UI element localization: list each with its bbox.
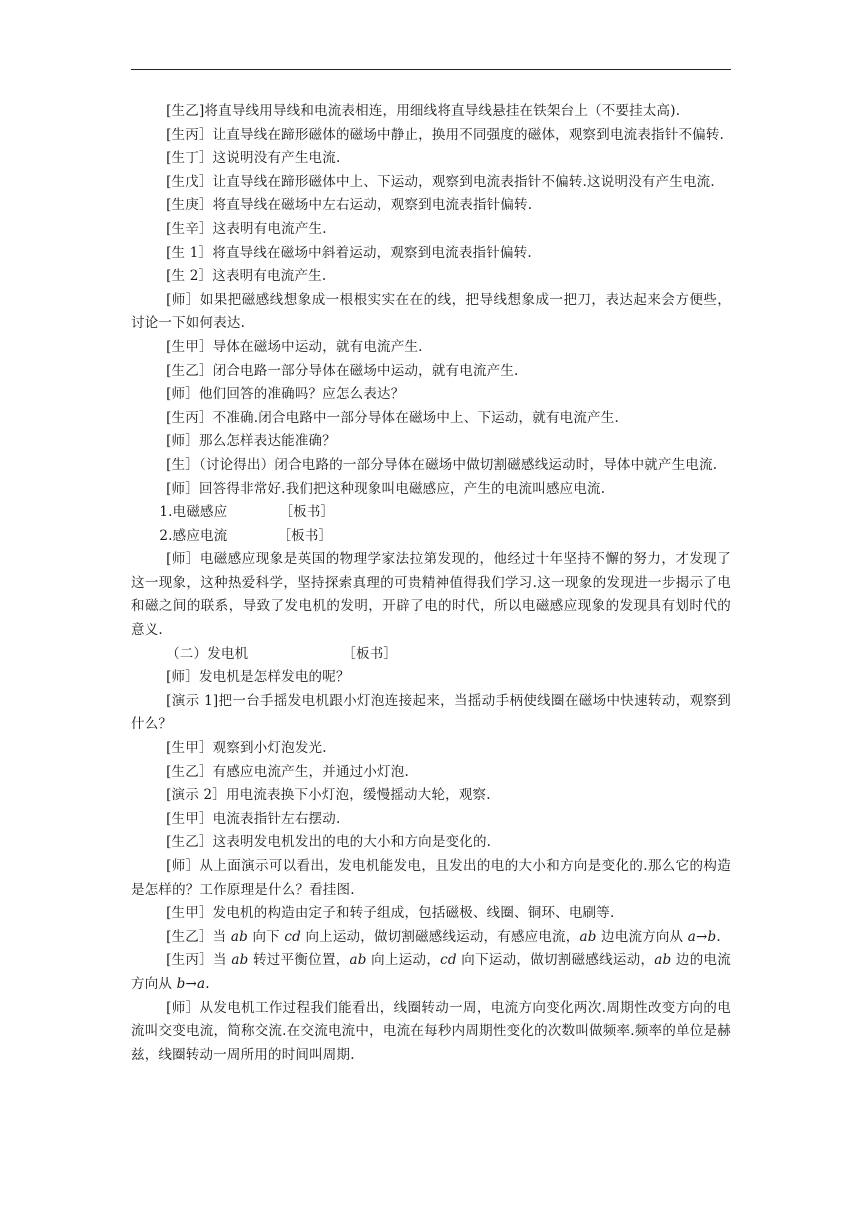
paragraph: [师］那么怎样表达能准确？: [166, 433, 336, 450]
list-item: [131, 501, 731, 525]
variable: b: [707, 928, 717, 945]
arrow-icon: →: [695, 928, 708, 945]
paragraph: [师］回答得非常好.我们把这种现象叫电磁感应，产生的电流叫感应电流.: [166, 480, 606, 497]
header-rule: [131, 69, 731, 70]
board-note: ［板书］: [342, 645, 398, 662]
paragraph: [生乙］有感应电流产生，并通过小灯泡.: [166, 763, 409, 780]
arrow-icon: →: [185, 975, 197, 992]
paragraph: [生乙]将直导线用导线和电流表相连，用细线将直导线悬挂在铁架台上（不要挂太高).: [166, 103, 681, 119]
paragraph: [师］从发电机工作过程我们能看出，线圈转动一周，电流方向变化两次.周期性改变方向的电流叫交变电流，简称交流.在交流电流中，电流在每秒内周期性变化的次数叫做频率.频率的单位是赫兹，线圈转动一周所用的时间叫周期.: [131, 999, 731, 1063]
list-item-label: 2.感应电流: [159, 527, 228, 544]
section-label: （二）发电机: [166, 645, 249, 662]
paragraph: [演示 1]把一台手摇发电机跟小灯泡连接起来，当摇动手柄使线圈在磁场中快速转动，观察到什么？: [131, 692, 731, 733]
paragraph: [生丙］不准确.闭合电路中一部分导体在磁场中上、下运动，就有电流产生.: [166, 409, 619, 426]
paragraph-current-direction-ab: [生乙］当 ab 向下 cd 向上运动，做切割磁感线运动，有感应电流，ab 边电流方向从 a→b.: [166, 928, 721, 945]
section-heading: [131, 643, 731, 667]
paragraph: [师］电磁感应现象是英国的物理学家法拉第发现的，他经过十年坚持不懈的努力，才发现了这一现象，这种热爱科学，坚持探索真理的可贵精神值得我们学习.这一现象的发现进一步揭示了电和磁之间的联系，导致了发电机的发明，开辟了电的时代，所以电磁感应现象的发现具有划时代的意义.: [131, 551, 731, 639]
list-item: [131, 525, 731, 549]
paragraph: [师］发电机是怎样发电的呢？: [166, 669, 350, 686]
paragraph: [生乙］这表明发电机发出的电的大小和方向是变化的.: [166, 834, 492, 851]
paragraph: [生］（讨论得出）闭合电路的一部分导体在磁场中做切割磁感线运动时，导体中就产生电流.: [166, 456, 718, 473]
variable: a: [196, 975, 206, 992]
paragraph: [生戊］让直导线在蹄形磁体中上、下运动，观察到电流表指针不偏转.这说明没有产生电流.: [166, 173, 715, 190]
variable: b: [176, 975, 186, 992]
paragraph: [演示 2］用电流表换下小灯泡，缓慢摇动大轮，观察.: [166, 787, 491, 804]
paragraph: [生丙］让直导线在蹄形磁体的磁场中静止，换用不同强度的磁体，观察到电流表指针不偏转.: [166, 126, 725, 143]
board-note: ［板书］: [279, 504, 335, 521]
paragraph: [师］如果把磁感线想象成一根根实实在在的线，把导线想象成一把刀，表达起来会方便些，讨论一下如何表达.: [131, 291, 731, 332]
paragraph: [生甲］导体在磁场中运动，就有电流产生.: [166, 338, 423, 355]
paragraph: [生乙］闭合电路一部分导体在磁场中运动，就有电流产生.: [166, 362, 519, 379]
list-item-label: 1.电磁感应: [159, 504, 228, 521]
paragraph-current-direction-ba: [生丙］当 ab 转过平衡位置，ab 向上运动，cd 向下运动，做切割磁感线运动，ab 边的电流方向从 b→a.: [131, 952, 731, 992]
paragraph: [生甲］发电机的构造由定子和转子组成，包括磁极、线圈、铜环、电刷等.: [166, 905, 615, 922]
paragraph: [生 1］将直导线在磁场中斜着运动，观察到电流表指针偏转.: [166, 244, 532, 261]
variable: a: [687, 928, 696, 945]
document-body: [131, 100, 731, 1067]
board-note: ［板书］: [277, 527, 333, 544]
variable: ab: [230, 928, 248, 945]
variable: cd: [284, 928, 301, 945]
paragraph: [生甲］观察到小灯泡发光.: [166, 740, 327, 757]
variable: ab: [349, 952, 367, 969]
paragraph: [师］他们回答的准确吗？应怎么表达？: [166, 386, 405, 403]
paragraph: [生庚］将直导线在磁场中左右运动，观察到电流表指针偏转.: [166, 197, 533, 214]
variable: cd: [440, 952, 457, 969]
paragraph: [生丁］这说明没有产生电流.: [166, 150, 341, 167]
variable: ab: [654, 952, 672, 969]
variable: ab: [231, 952, 249, 969]
variable: ab: [579, 928, 597, 945]
paragraph: [生辛］这表明有电流产生.: [166, 220, 327, 237]
paragraph: [生甲］电流表指针左右摆动.: [166, 810, 341, 827]
paragraph: [生 2］这表明有电流产生.: [166, 268, 327, 285]
paragraph: [师］从上面演示可以看出，发电机能发电，且发出的电的大小和方向是变化的.那么它的构造是怎样的？工作原理是什么？看挂图.: [131, 858, 731, 898]
